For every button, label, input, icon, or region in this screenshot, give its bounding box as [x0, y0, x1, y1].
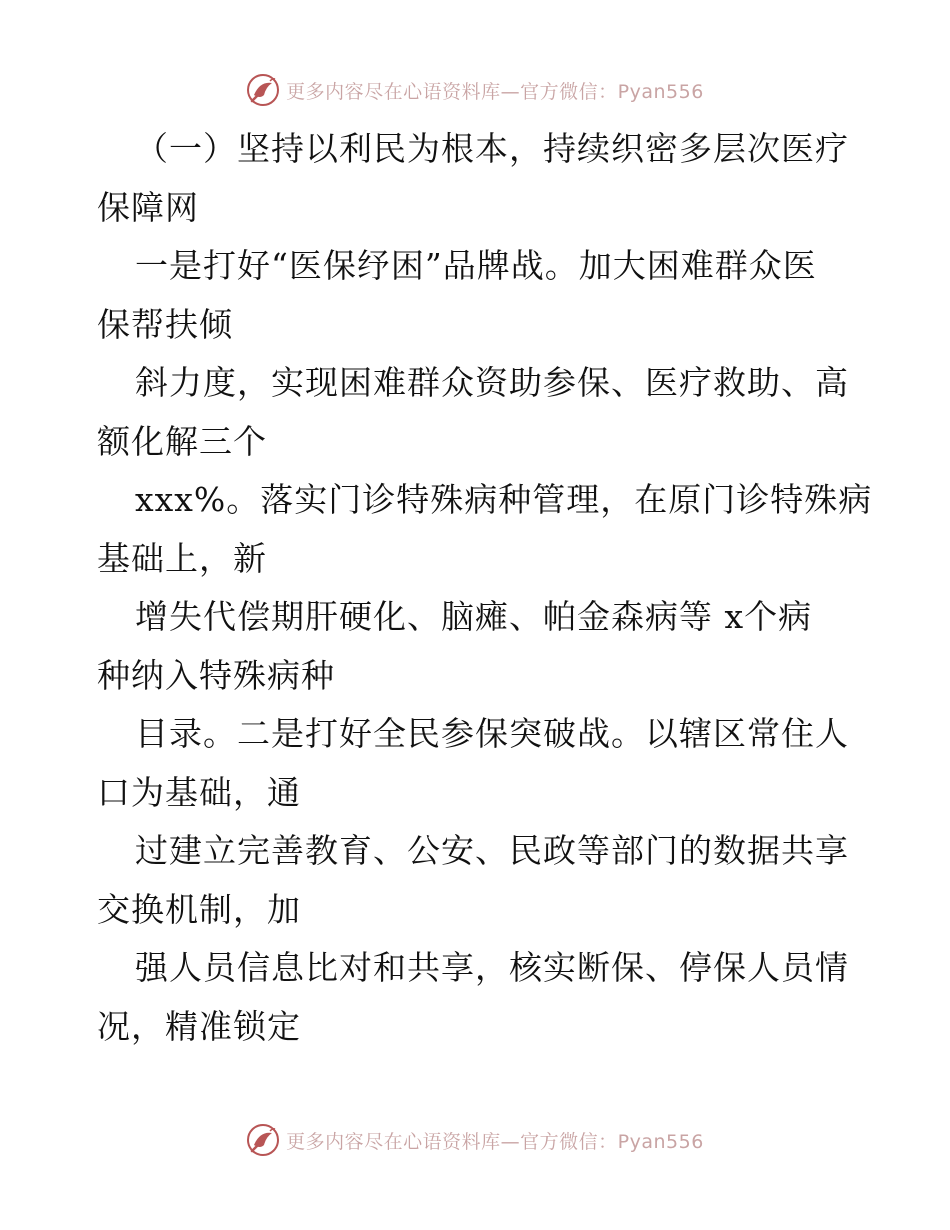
text-line: 增失代偿期肝硬化、脑瘫、帕金森病等 x个病 [135, 597, 813, 636]
text-line: 保障网 [97, 187, 199, 227]
watermark-text: 更多内容尽在心语资料库—官方微信：Pyan556 [286, 1130, 704, 1153]
text-line: 强人员信息比对和共享，核实断保、停保人员情 [135, 948, 849, 987]
document-body [97, 120, 873, 1056]
footer-watermark [0, 1120, 950, 1160]
text-line: 额化解三个 [97, 421, 267, 461]
text-line: 种纳入特殊病种 [97, 655, 335, 695]
text-line: xxx%。落实门诊特殊病种管理，在原门诊特殊病 [135, 480, 873, 519]
text-line: 一是打好“医保纾困”品牌战。加大困难群众医 [135, 246, 817, 285]
text-line: 况，精准锁定 [97, 1006, 301, 1046]
text-line: 基础上，新 [97, 538, 267, 578]
text-line: 口为基础，通 [97, 772, 301, 812]
text-line: 交换机制，加 [97, 889, 301, 929]
text-line: 保帮扶倾 [97, 304, 233, 344]
chili-pen-logo-icon [246, 73, 280, 107]
watermark-text: 更多内容尽在心语资料库—官方微信：Pyan556 [286, 80, 704, 103]
text-line: 斜力度，实现困难群众资助参保、医疗救助、高 [135, 363, 849, 402]
chili-pen-logo-icon [246, 1123, 280, 1157]
header-watermark [0, 70, 950, 110]
text-line: 目录。二是打好全民参保突破战。以辖区常住人 [135, 714, 849, 753]
text-line: 过建立完善教育、公安、民政等部门的数据共享 [135, 831, 849, 870]
text-line: （一）坚持以利民为根本，持续织密多层次医疗 [135, 129, 849, 168]
